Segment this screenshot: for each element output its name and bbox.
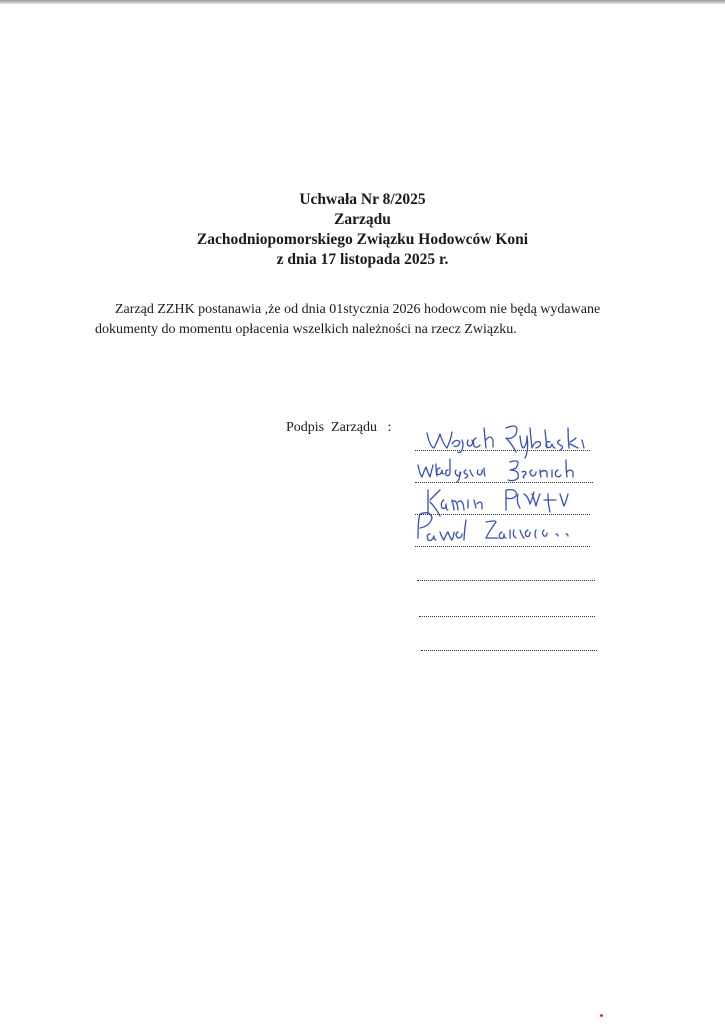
resolution-number: Uchwała Nr 8/2025 bbox=[299, 191, 426, 208]
signature-2-mark bbox=[418, 459, 573, 482]
body-line-1: Zarząd ZZHK postanawia ,że od dnia 01stycznia 2026 hodowcom nie będą wydawane bbox=[115, 302, 601, 317]
issuing-body: Zarządu bbox=[334, 211, 391, 228]
organization-name: Zachodniopomorskiego Związku Hodowców Koni bbox=[196, 231, 529, 248]
red-ink-dot bbox=[600, 1014, 603, 1017]
resolution-date: z dnia 17 listopada 2025 r. bbox=[276, 251, 449, 268]
body-line-2: dokumenty do momentu opłacenia wszelkich należności na rzecz Związku. bbox=[95, 322, 517, 337]
signature-label: Podpis Zarządu : bbox=[286, 420, 392, 435]
signature-3-mark bbox=[428, 490, 568, 516]
signature-1-mark bbox=[427, 426, 584, 458]
signature-4-mark bbox=[418, 513, 568, 541]
